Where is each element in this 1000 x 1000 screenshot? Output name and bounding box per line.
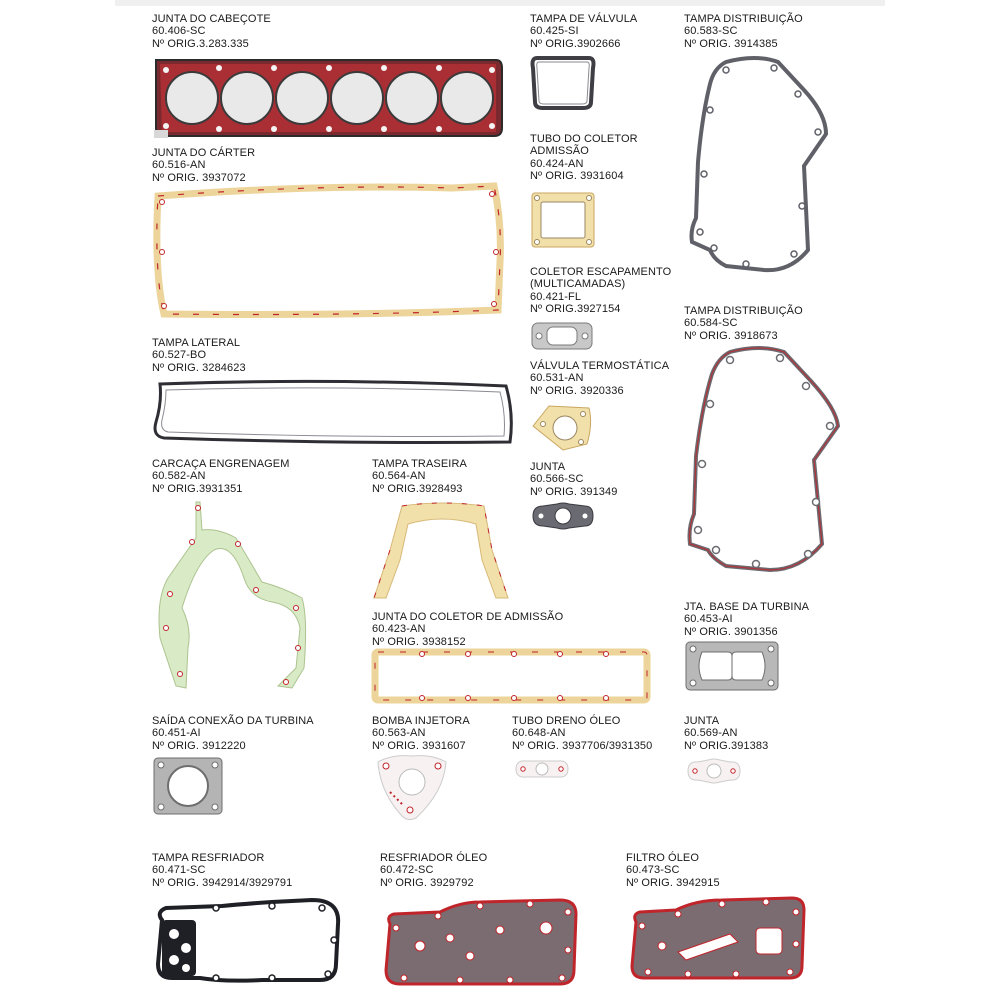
label-junta-coletor-admissao: JUNTA DO COLETOR DE ADMISSÃO 60.423-AN Nº ORIG. 3938152 <box>372 611 564 648</box>
filtro-oleo-image <box>626 894 808 982</box>
label-junta-566: JUNTA 60.566-SC Nº ORIG. 391349 <box>530 461 618 498</box>
label-tampa-traseira: TAMPA TRASEIRA 60.564-AN Nº ORIG.3928493 <box>372 458 467 495</box>
label-tubo-coletor-admissao: TUBO DO COLETOR ADMISSÃO 60.424-AN Nº ORIG. 3931604 <box>530 133 638 183</box>
label-filtro-oleo: FILTRO ÓLEO 60.473-SC Nº ORIG. 3942915 <box>626 852 720 889</box>
tubo-coletor-admissao-image <box>529 190 597 250</box>
label-base-turbina: JTA. BASE DA TURBINA 60.453-AI Nº ORIG. 3901356 <box>684 601 810 638</box>
tampa-traseira-image <box>372 500 512 602</box>
label-junta-569: JUNTA 60.569-AN Nº ORIG.391383 <box>684 715 769 752</box>
label-tampa-resfriador: TAMPA RESFRIADOR 60.471-SC Nº ORIG. 3942914/3929791 <box>152 852 293 889</box>
tampa-resfriador-image <box>152 894 344 984</box>
resfriador-oleo-image <box>380 894 582 988</box>
label-tampa-distribuicao-2: TAMPA DISTRIBUIÇÃO 60.584-SC Nº ORIG. 3918673 <box>684 305 803 342</box>
label-tampa-valvula: TAMPA DE VÁLVULA 60.425-SI Nº ORIG.3902666 <box>530 13 638 50</box>
junta-cabecote-image <box>152 52 504 140</box>
junta-carter-image <box>152 182 506 322</box>
bomba-injetora-image <box>372 752 452 822</box>
tampa-distribuicao-1-image <box>686 54 831 286</box>
label-junta-cabecote: JUNTA DO CABEÇOTE 60.406-SC Nº ORIG.3.283.335 <box>152 13 271 50</box>
tampa-distribuicao-2-image <box>686 344 842 580</box>
junta-566-image <box>529 500 597 532</box>
valvula-termostatica-image <box>529 400 595 452</box>
base-turbina-image <box>684 640 780 692</box>
tubo-dreno-oleo-image <box>512 756 572 782</box>
label-bomba-injetora: BOMBA INJETORA 60.563-AN Nº ORIG. 3931607 <box>372 715 470 752</box>
coletor-escapamento-image <box>529 318 595 354</box>
carcaca-engrenagem-image <box>152 498 308 692</box>
tampa-valvula-image <box>529 54 597 112</box>
label-tubo-dreno-oleo: TUBO DRENO ÓLEO 60.648-AN Nº ORIG. 3937706/3931350 <box>512 715 653 752</box>
saida-turbina-image <box>152 756 224 816</box>
label-resfriador-oleo: RESFRIADOR ÓLEO 60.472-SC Nº ORIG. 3929792 <box>380 852 488 889</box>
tampa-lateral-image <box>152 378 516 448</box>
label-tampa-lateral: TAMPA LATERAL 60.527-BO Nº ORIG. 3284623 <box>152 337 246 374</box>
junta-569-image <box>684 756 744 786</box>
label-carcaca-engrenagem: CARCAÇA ENGRENAGEM 60.582-AN Nº ORIG.3931351 <box>152 458 290 495</box>
label-saida-turbina: SAÍDA CONEXÃO DA TURBINA 60.451-AI Nº ORIG. 3912220 <box>152 715 314 752</box>
page-top-band <box>115 0 885 6</box>
label-junta-carter: JUNTA DO CÁRTER 60.516-AN Nº ORIG. 3937072 <box>152 147 256 184</box>
label-coletor-escapamento: COLETOR ESCAPAMENTO (MULTICAMADAS) 60.421-FL Nº ORIG.3927154 <box>530 266 672 316</box>
junta-coletor-admissao-image <box>372 648 650 704</box>
label-tampa-distribuicao-1: TAMPA DISTRIBUIÇÃO 60.583-SC Nº ORIG. 3914385 <box>684 13 803 50</box>
label-valvula-termostatica: VÁLVULA TERMOSTÁTICA 60.531-AN Nº ORIG. 3920336 <box>530 360 670 397</box>
